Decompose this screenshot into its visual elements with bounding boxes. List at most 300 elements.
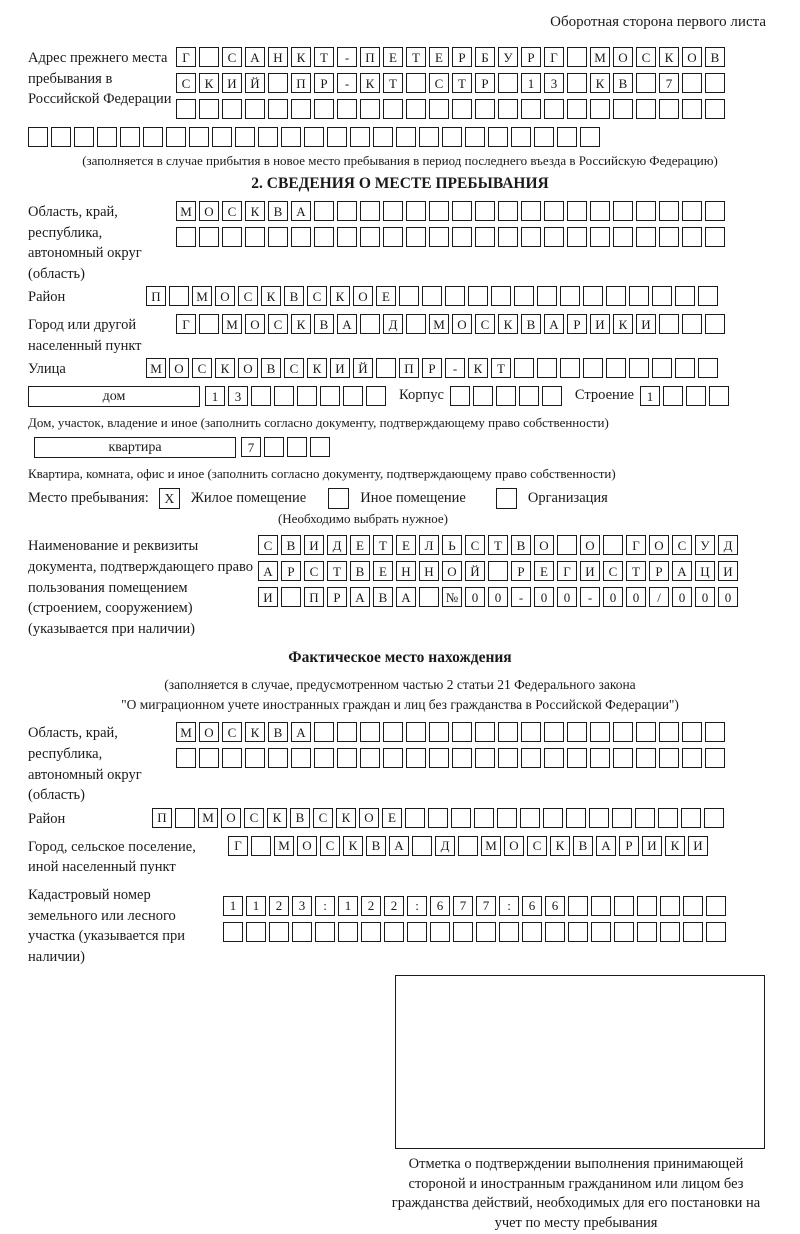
char-box[interactable]: [120, 127, 140, 147]
char-box[interactable]: [199, 748, 219, 768]
char-box[interactable]: [636, 227, 656, 247]
char-box[interactable]: 0: [695, 587, 715, 607]
char-box[interactable]: О: [297, 836, 317, 856]
char-box[interactable]: А: [544, 314, 564, 334]
char-box[interactable]: М: [146, 358, 166, 378]
char-box[interactable]: [603, 535, 623, 555]
char-box[interactable]: [568, 896, 588, 916]
char-box[interactable]: Т: [373, 535, 393, 555]
char-box[interactable]: [337, 201, 357, 221]
char-box[interactable]: К: [659, 47, 679, 67]
char-box[interactable]: 2: [384, 896, 404, 916]
char-box[interactable]: [199, 99, 219, 119]
char-box[interactable]: [74, 127, 94, 147]
char-box[interactable]: С: [672, 535, 692, 555]
char-box[interactable]: [705, 227, 725, 247]
char-box[interactable]: У: [695, 535, 715, 555]
char-box[interactable]: О: [682, 47, 702, 67]
char-box[interactable]: С: [465, 535, 485, 555]
char-box[interactable]: К: [550, 836, 570, 856]
char-box[interactable]: [314, 227, 334, 247]
char-box[interactable]: Т: [491, 358, 511, 378]
char-box[interactable]: [698, 286, 718, 306]
char-box[interactable]: Е: [429, 47, 449, 67]
char-box[interactable]: О: [534, 535, 554, 555]
char-box[interactable]: Й: [245, 73, 265, 93]
char-box[interactable]: Н: [396, 561, 416, 581]
char-box[interactable]: [199, 47, 219, 67]
char-box[interactable]: [245, 748, 265, 768]
char-box[interactable]: А: [245, 47, 265, 67]
char-box[interactable]: [683, 922, 703, 942]
char-box[interactable]: [557, 535, 577, 555]
char-box[interactable]: -: [445, 358, 465, 378]
char-box[interactable]: В: [268, 201, 288, 221]
char-box[interactable]: [287, 437, 307, 457]
char-box[interactable]: [613, 748, 633, 768]
char-box[interactable]: [682, 99, 702, 119]
char-box[interactable]: М: [590, 47, 610, 67]
char-box[interactable]: [473, 386, 493, 406]
char-box[interactable]: 3: [292, 896, 312, 916]
char-box[interactable]: [291, 99, 311, 119]
char-box[interactable]: Т: [626, 561, 646, 581]
char-box[interactable]: И: [590, 314, 610, 334]
char-box[interactable]: [498, 722, 518, 742]
char-box[interactable]: С: [268, 314, 288, 334]
char-box[interactable]: [590, 227, 610, 247]
char-box[interactable]: Е: [376, 286, 396, 306]
char-box[interactable]: [606, 358, 626, 378]
char-box[interactable]: С: [475, 314, 495, 334]
char-box[interactable]: И: [642, 836, 662, 856]
char-box[interactable]: [475, 201, 495, 221]
char-box[interactable]: [521, 722, 541, 742]
char-box[interactable]: [474, 808, 494, 828]
char-box[interactable]: [514, 286, 534, 306]
char-box[interactable]: [428, 808, 448, 828]
char-box[interactable]: [453, 922, 473, 942]
char-box[interactable]: [383, 722, 403, 742]
char-box[interactable]: [522, 922, 542, 942]
char-box[interactable]: -: [337, 73, 357, 93]
char-box[interactable]: [251, 836, 271, 856]
char-box[interactable]: [497, 808, 517, 828]
char-box[interactable]: [327, 127, 347, 147]
char-box[interactable]: В: [613, 73, 633, 93]
char-box[interactable]: Г: [544, 47, 564, 67]
char-box[interactable]: [660, 922, 680, 942]
char-box[interactable]: [499, 922, 519, 942]
char-box[interactable]: И: [222, 73, 242, 93]
char-box[interactable]: [514, 358, 534, 378]
char-box[interactable]: О: [649, 535, 669, 555]
char-box[interactable]: [544, 748, 564, 768]
char-box[interactable]: [337, 748, 357, 768]
char-box[interactable]: Р: [314, 73, 334, 93]
char-box[interactable]: Е: [396, 535, 416, 555]
char-box[interactable]: Л: [419, 535, 439, 555]
char-box[interactable]: У: [498, 47, 518, 67]
char-box[interactable]: [614, 896, 634, 916]
char-box[interactable]: 1: [338, 896, 358, 916]
char-box[interactable]: [658, 808, 678, 828]
char-box[interactable]: [338, 922, 358, 942]
checkbox-organization[interactable]: [496, 488, 517, 509]
char-box[interactable]: А: [389, 836, 409, 856]
char-box[interactable]: К: [360, 73, 380, 93]
char-box[interactable]: [245, 99, 265, 119]
char-box[interactable]: [143, 127, 163, 147]
char-box[interactable]: [264, 437, 284, 457]
char-box[interactable]: 7: [476, 896, 496, 916]
char-box[interactable]: О: [221, 808, 241, 828]
char-box[interactable]: [452, 227, 472, 247]
char-box[interactable]: С: [320, 836, 340, 856]
char-box[interactable]: [590, 99, 610, 119]
char-box[interactable]: [544, 201, 564, 221]
char-box[interactable]: [567, 201, 587, 221]
char-box[interactable]: [189, 127, 209, 147]
char-box[interactable]: К: [291, 314, 311, 334]
char-box[interactable]: [199, 314, 219, 334]
char-box[interactable]: И: [258, 587, 278, 607]
char-box[interactable]: С: [429, 73, 449, 93]
char-box[interactable]: [659, 748, 679, 768]
char-box[interactable]: К: [498, 314, 518, 334]
char-box[interactable]: [360, 227, 380, 247]
char-box[interactable]: С: [527, 836, 547, 856]
char-box[interactable]: [511, 127, 531, 147]
char-box[interactable]: [419, 587, 439, 607]
char-box[interactable]: /: [649, 587, 669, 607]
char-box[interactable]: В: [284, 286, 304, 306]
char-box[interactable]: [682, 201, 702, 221]
char-box[interactable]: [709, 386, 729, 406]
char-box[interactable]: С: [244, 808, 264, 828]
char-box[interactable]: [682, 748, 702, 768]
char-box[interactable]: [705, 314, 725, 334]
char-box[interactable]: [399, 286, 419, 306]
char-box[interactable]: [629, 286, 649, 306]
char-box[interactable]: С: [313, 808, 333, 828]
char-box[interactable]: [498, 227, 518, 247]
char-box[interactable]: :: [315, 896, 335, 916]
char-box[interactable]: 1: [223, 896, 243, 916]
char-box[interactable]: Р: [511, 561, 531, 581]
char-box[interactable]: С: [636, 47, 656, 67]
char-box[interactable]: [166, 127, 186, 147]
char-box[interactable]: [706, 922, 726, 942]
char-box[interactable]: Й: [465, 561, 485, 581]
char-box[interactable]: [682, 227, 702, 247]
char-box[interactable]: С: [238, 286, 258, 306]
char-box[interactable]: [274, 386, 294, 406]
char-box[interactable]: А: [672, 561, 692, 581]
char-box[interactable]: К: [291, 47, 311, 67]
char-box[interactable]: П: [360, 47, 380, 67]
char-box[interactable]: [407, 922, 427, 942]
char-box[interactable]: Г: [557, 561, 577, 581]
char-box[interactable]: [545, 922, 565, 942]
char-box[interactable]: Р: [281, 561, 301, 581]
char-box[interactable]: [376, 358, 396, 378]
char-box[interactable]: [613, 227, 633, 247]
char-box[interactable]: 7: [241, 437, 261, 457]
char-box[interactable]: [406, 314, 426, 334]
char-box[interactable]: М: [198, 808, 218, 828]
char-box[interactable]: [406, 722, 426, 742]
char-box[interactable]: [537, 358, 557, 378]
char-box[interactable]: [589, 808, 609, 828]
checkbox-other-premise[interactable]: [328, 488, 349, 509]
char-box[interactable]: И: [636, 314, 656, 334]
char-box[interactable]: [659, 314, 679, 334]
char-box[interactable]: К: [245, 722, 265, 742]
char-box[interactable]: [223, 922, 243, 942]
char-box[interactable]: [406, 227, 426, 247]
char-box[interactable]: :: [407, 896, 427, 916]
char-box[interactable]: [488, 561, 508, 581]
char-box[interactable]: А: [396, 587, 416, 607]
char-box[interactable]: 1: [205, 386, 225, 406]
char-box[interactable]: 7: [659, 73, 679, 93]
char-box[interactable]: 0: [557, 587, 577, 607]
char-box[interactable]: [314, 201, 334, 221]
char-box[interactable]: [442, 127, 462, 147]
char-box[interactable]: И: [580, 561, 600, 581]
char-box[interactable]: [451, 808, 471, 828]
char-box[interactable]: [636, 73, 656, 93]
char-box[interactable]: [458, 836, 478, 856]
char-box[interactable]: П: [146, 286, 166, 306]
char-box[interactable]: Г: [228, 836, 248, 856]
char-box[interactable]: К: [199, 73, 219, 93]
char-box[interactable]: И: [718, 561, 738, 581]
char-box[interactable]: [452, 201, 472, 221]
char-box[interactable]: Т: [488, 535, 508, 555]
char-box[interactable]: Е: [382, 808, 402, 828]
char-box[interactable]: [406, 73, 426, 93]
char-box[interactable]: Т: [406, 47, 426, 67]
char-box[interactable]: С: [603, 561, 623, 581]
char-box[interactable]: О: [452, 314, 472, 334]
char-box[interactable]: 0: [718, 587, 738, 607]
char-box[interactable]: [652, 286, 672, 306]
char-box[interactable]: [337, 722, 357, 742]
char-box[interactable]: В: [261, 358, 281, 378]
char-box[interactable]: Г: [176, 47, 196, 67]
char-box[interactable]: [521, 99, 541, 119]
char-box[interactable]: К: [245, 201, 265, 221]
char-box[interactable]: С: [222, 201, 242, 221]
char-box[interactable]: [635, 808, 655, 828]
char-box[interactable]: О: [442, 561, 462, 581]
char-box[interactable]: О: [353, 286, 373, 306]
char-box[interactable]: Г: [626, 535, 646, 555]
char-box[interactable]: М: [176, 722, 196, 742]
char-box[interactable]: Д: [327, 535, 347, 555]
char-box[interactable]: Д: [383, 314, 403, 334]
char-box[interactable]: А: [291, 722, 311, 742]
char-box[interactable]: В: [350, 561, 370, 581]
char-box[interactable]: [705, 748, 725, 768]
char-box[interactable]: С: [222, 47, 242, 67]
char-box[interactable]: [360, 722, 380, 742]
char-box[interactable]: [660, 896, 680, 916]
char-box[interactable]: [366, 386, 386, 406]
char-box[interactable]: [383, 99, 403, 119]
char-box[interactable]: [268, 748, 288, 768]
char-box[interactable]: К: [613, 314, 633, 334]
char-box[interactable]: [583, 286, 603, 306]
char-box[interactable]: [636, 99, 656, 119]
char-box[interactable]: [406, 748, 426, 768]
char-box[interactable]: О: [504, 836, 524, 856]
char-box[interactable]: [222, 227, 242, 247]
char-box[interactable]: В: [705, 47, 725, 67]
char-box[interactable]: [659, 227, 679, 247]
char-box[interactable]: 2: [361, 896, 381, 916]
char-box[interactable]: [663, 386, 683, 406]
char-box[interactable]: [176, 99, 196, 119]
char-box[interactable]: [629, 358, 649, 378]
char-box[interactable]: [590, 722, 610, 742]
char-box[interactable]: [281, 587, 301, 607]
char-box[interactable]: [591, 922, 611, 942]
char-box[interactable]: М: [176, 201, 196, 221]
char-box[interactable]: [268, 99, 288, 119]
char-box[interactable]: 0: [534, 587, 554, 607]
char-box[interactable]: [452, 748, 472, 768]
char-box[interactable]: [534, 127, 554, 147]
char-box[interactable]: -: [580, 587, 600, 607]
char-box[interactable]: [314, 99, 334, 119]
char-box[interactable]: 3: [544, 73, 564, 93]
char-box[interactable]: [659, 99, 679, 119]
char-box[interactable]: [350, 127, 370, 147]
char-box[interactable]: 0: [626, 587, 646, 607]
char-box[interactable]: [406, 99, 426, 119]
char-box[interactable]: 0: [672, 587, 692, 607]
char-box[interactable]: [320, 386, 340, 406]
char-box[interactable]: В: [281, 535, 301, 555]
char-box[interactable]: [636, 722, 656, 742]
char-box[interactable]: [659, 722, 679, 742]
char-box[interactable]: [491, 286, 511, 306]
char-box[interactable]: О: [238, 358, 258, 378]
char-box[interactable]: Р: [649, 561, 669, 581]
char-box[interactable]: [704, 808, 724, 828]
char-box[interactable]: [567, 99, 587, 119]
char-box[interactable]: [315, 922, 335, 942]
char-box[interactable]: [169, 286, 189, 306]
char-box[interactable]: [675, 286, 695, 306]
char-box[interactable]: [567, 748, 587, 768]
char-box[interactable]: [429, 99, 449, 119]
char-box[interactable]: М: [481, 836, 501, 856]
char-box[interactable]: Р: [475, 73, 495, 93]
char-box[interactable]: [361, 922, 381, 942]
char-box[interactable]: [566, 808, 586, 828]
char-box[interactable]: К: [468, 358, 488, 378]
char-box[interactable]: [373, 127, 393, 147]
char-box[interactable]: [682, 722, 702, 742]
char-box[interactable]: Й: [353, 358, 373, 378]
char-box[interactable]: [222, 748, 242, 768]
char-box[interactable]: [705, 201, 725, 221]
char-box[interactable]: С: [192, 358, 212, 378]
char-box[interactable]: [675, 358, 695, 378]
char-box[interactable]: [268, 73, 288, 93]
char-box[interactable]: [705, 73, 725, 93]
char-box[interactable]: [314, 748, 334, 768]
char-box[interactable]: [613, 201, 633, 221]
char-box[interactable]: Р: [567, 314, 587, 334]
char-box[interactable]: В: [290, 808, 310, 828]
char-box[interactable]: [498, 73, 518, 93]
char-box[interactable]: Р: [619, 836, 639, 856]
char-box[interactable]: Н: [268, 47, 288, 67]
char-box[interactable]: 1: [640, 386, 660, 406]
char-box[interactable]: [429, 201, 449, 221]
char-box[interactable]: [488, 127, 508, 147]
char-box[interactable]: [360, 201, 380, 221]
char-box[interactable]: [429, 227, 449, 247]
char-box[interactable]: [383, 748, 403, 768]
char-box[interactable]: [430, 922, 450, 942]
char-box[interactable]: 7: [453, 896, 473, 916]
char-box[interactable]: [450, 386, 470, 406]
char-box[interactable]: [681, 808, 701, 828]
char-box[interactable]: В: [268, 722, 288, 742]
char-box[interactable]: Г: [176, 314, 196, 334]
char-box[interactable]: [606, 286, 626, 306]
char-box[interactable]: [422, 286, 442, 306]
char-box[interactable]: [175, 808, 195, 828]
char-box[interactable]: [383, 201, 403, 221]
char-box[interactable]: Д: [718, 535, 738, 555]
char-box[interactable]: [465, 127, 485, 147]
char-box[interactable]: [636, 201, 656, 221]
char-box[interactable]: П: [291, 73, 311, 93]
char-box[interactable]: [176, 748, 196, 768]
char-box[interactable]: [419, 127, 439, 147]
char-box[interactable]: К: [215, 358, 235, 378]
char-box[interactable]: М: [274, 836, 294, 856]
char-box[interactable]: Е: [350, 535, 370, 555]
char-box[interactable]: В: [366, 836, 386, 856]
char-box[interactable]: [613, 99, 633, 119]
char-box[interactable]: К: [590, 73, 610, 93]
char-box[interactable]: Т: [383, 73, 403, 93]
char-box[interactable]: [222, 99, 242, 119]
char-box[interactable]: [520, 808, 540, 828]
char-box[interactable]: Р: [521, 47, 541, 67]
char-box[interactable]: М: [222, 314, 242, 334]
char-box[interactable]: Е: [383, 47, 403, 67]
char-box[interactable]: [383, 227, 403, 247]
char-box[interactable]: [310, 437, 330, 457]
char-box[interactable]: К: [336, 808, 356, 828]
char-box[interactable]: А: [596, 836, 616, 856]
char-box[interactable]: О: [359, 808, 379, 828]
char-box[interactable]: [360, 99, 380, 119]
char-box[interactable]: 1: [521, 73, 541, 93]
char-box[interactable]: 0: [465, 587, 485, 607]
char-box[interactable]: [560, 286, 580, 306]
char-box[interactable]: [544, 99, 564, 119]
